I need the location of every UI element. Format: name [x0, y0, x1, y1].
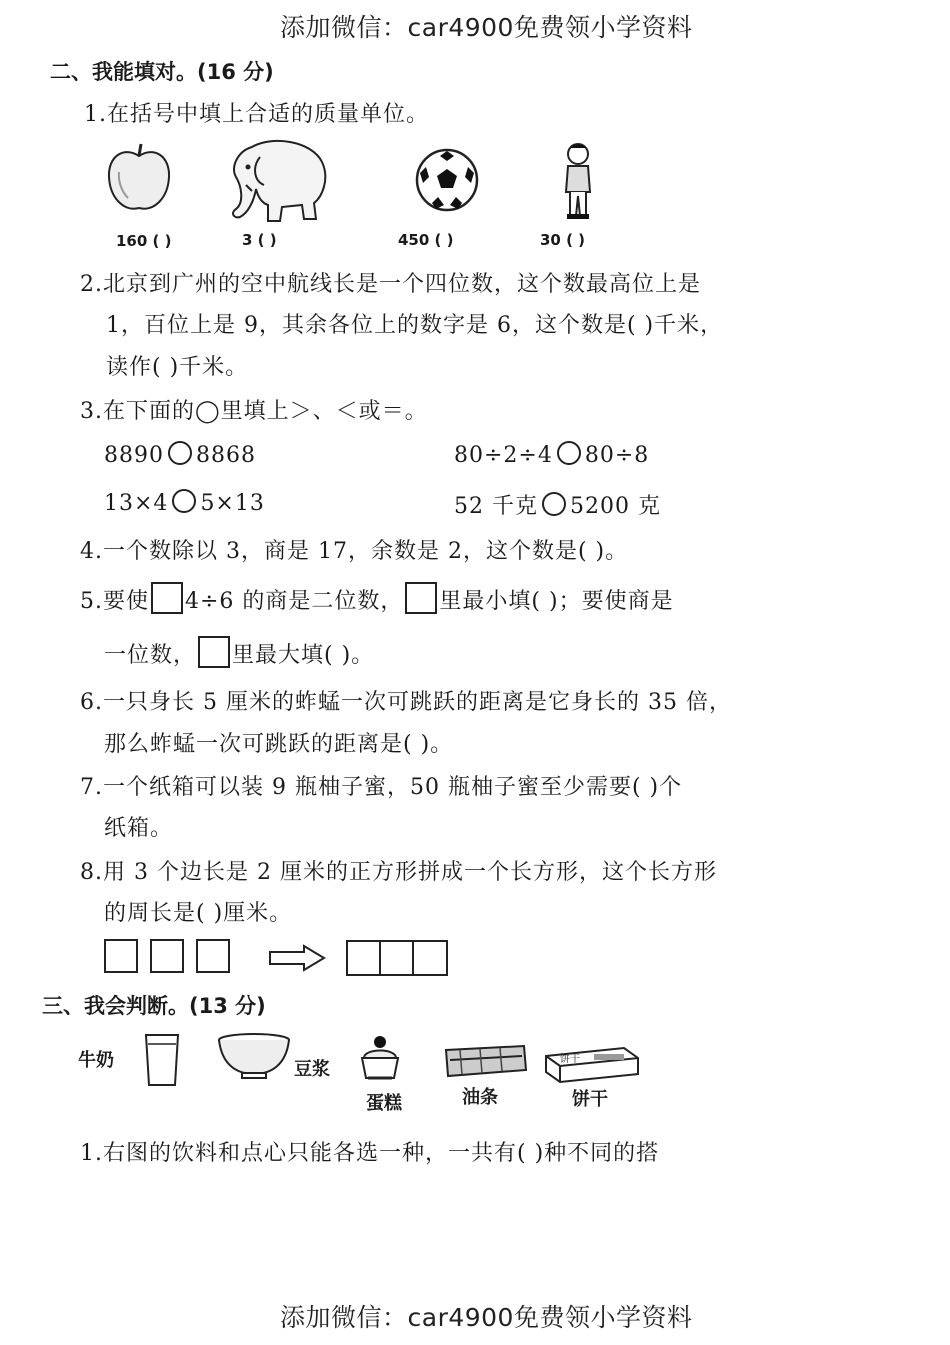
- soymilk-bowl-icon: [216, 1032, 292, 1080]
- q3-c3-left: 13×4: [104, 491, 169, 516]
- q3-c2-left: 80÷2÷4: [454, 443, 553, 468]
- q6-line2: 那么蚱蜢一次可跳跃的距离是( )。: [104, 732, 454, 757]
- watermark-bottom: 添加微信：car4900免费领小学资料: [280, 1303, 693, 1332]
- compare-circle[interactable]: [557, 441, 581, 465]
- compare-circle[interactable]: [172, 489, 196, 513]
- q3-c4-right: 5200 克: [570, 494, 661, 519]
- watermark-top: 添加微信：car4900免费领小学资料: [280, 13, 693, 42]
- arrow-right-icon: [268, 944, 328, 972]
- q1-label-elephant: 3 ( ): [242, 231, 277, 249]
- square: [150, 939, 184, 973]
- q3-c1-right: 8868: [196, 443, 256, 468]
- blank-box[interactable]: [151, 582, 183, 614]
- q4-text: 4.一个数除以 3，商是 17，余数是 2，这个数是( )。: [80, 539, 629, 564]
- q5-line2: [104, 636, 374, 669]
- label-soymilk: 豆浆: [294, 1059, 330, 1080]
- q3-c2-right: 80÷8: [584, 443, 650, 468]
- section2-heading: 二、我能填对。(16 分): [50, 60, 274, 84]
- biscuit-box-icon: [544, 1040, 640, 1084]
- youtiao-icon: [440, 1040, 530, 1084]
- q1-label-football: 450 ( ): [398, 231, 454, 249]
- boy-icon: [556, 140, 600, 220]
- q6-line1: 6.一只身长 5 厘米的蚱蜢一次可跳跃的距离是它身长的 35 倍，: [80, 690, 732, 715]
- blank-box[interactable]: [405, 582, 437, 614]
- q5-part-e: 里最大填( )。: [232, 643, 375, 668]
- q5-part-d: 一位数，: [104, 643, 197, 668]
- cake-icon: [356, 1034, 404, 1086]
- q1-label-apple: 160 ( ): [116, 232, 172, 250]
- milk-glass-icon: [142, 1032, 182, 1088]
- q3-compare-4: [454, 489, 661, 520]
- biscuit-box-text: 饼干: [560, 1054, 580, 1065]
- apple-icon: [104, 142, 174, 214]
- label-biscuit: 饼干: [572, 1089, 608, 1110]
- q1-label-boy: 30 ( ): [540, 231, 586, 249]
- square: [104, 939, 138, 973]
- blank-box[interactable]: [198, 636, 230, 668]
- q8-line2: 的周长是( )厘米。: [104, 901, 293, 926]
- q3-c4-left: 52 千克: [454, 494, 538, 519]
- q3-text: 3.在下面的◯里填上＞、＜或＝。: [80, 399, 428, 424]
- q3-c1-left: 8890: [104, 443, 164, 468]
- section3-q1: 1.右图的饮料和点心只能各选一种，一共有( )种不同的搭: [80, 1141, 660, 1166]
- q5-part-b: 4÷6 的商是二位数，: [185, 589, 404, 614]
- q3-compare-2: [454, 441, 649, 468]
- label-milk: 牛奶: [78, 1050, 114, 1071]
- rectangle-divider: [379, 940, 381, 976]
- elephant-icon: [222, 137, 330, 223]
- q3-compare-1: [104, 441, 256, 468]
- rectangle-divider: [412, 940, 414, 976]
- compare-circle[interactable]: [168, 441, 192, 465]
- label-cake: 蛋糕: [366, 1093, 402, 1114]
- label-youtiao: 油条: [462, 1087, 498, 1108]
- q8-line1: 8.用 3 个边长是 2 厘米的正方形拼成一个长方形，这个长方形: [80, 860, 717, 885]
- compare-circle[interactable]: [542, 492, 566, 516]
- q5-part-a: 5.要使: [80, 589, 149, 614]
- q7-line2: 纸箱。: [104, 816, 174, 841]
- square: [196, 939, 230, 973]
- q2-line2: 1，百位上是 9，其余各位上的数字是 6，这个数是( )千米，: [106, 313, 724, 338]
- q3-c3-right: 5×13: [200, 491, 265, 516]
- q2-line1: 2.北京到广州的空中航线长是一个四位数，这个数最高位上是: [80, 272, 701, 297]
- section3-heading: 三、我会判断。(13 分): [42, 994, 266, 1018]
- football-icon: [414, 147, 480, 213]
- q5-part-c: 里最小填( )；要使商是: [439, 589, 674, 614]
- q3-compare-3: [104, 489, 265, 516]
- q5-line1: [80, 582, 674, 615]
- combined-rectangle: [346, 940, 448, 976]
- q1-text: 1.在括号中填上合适的质量单位。: [84, 102, 429, 127]
- q2-line3: 读作( )千米。: [106, 355, 249, 380]
- q7-line1: 7.一个纸箱可以装 9 瓶柚子蜜，50 瓶柚子蜜至少需要( )个: [80, 775, 683, 800]
